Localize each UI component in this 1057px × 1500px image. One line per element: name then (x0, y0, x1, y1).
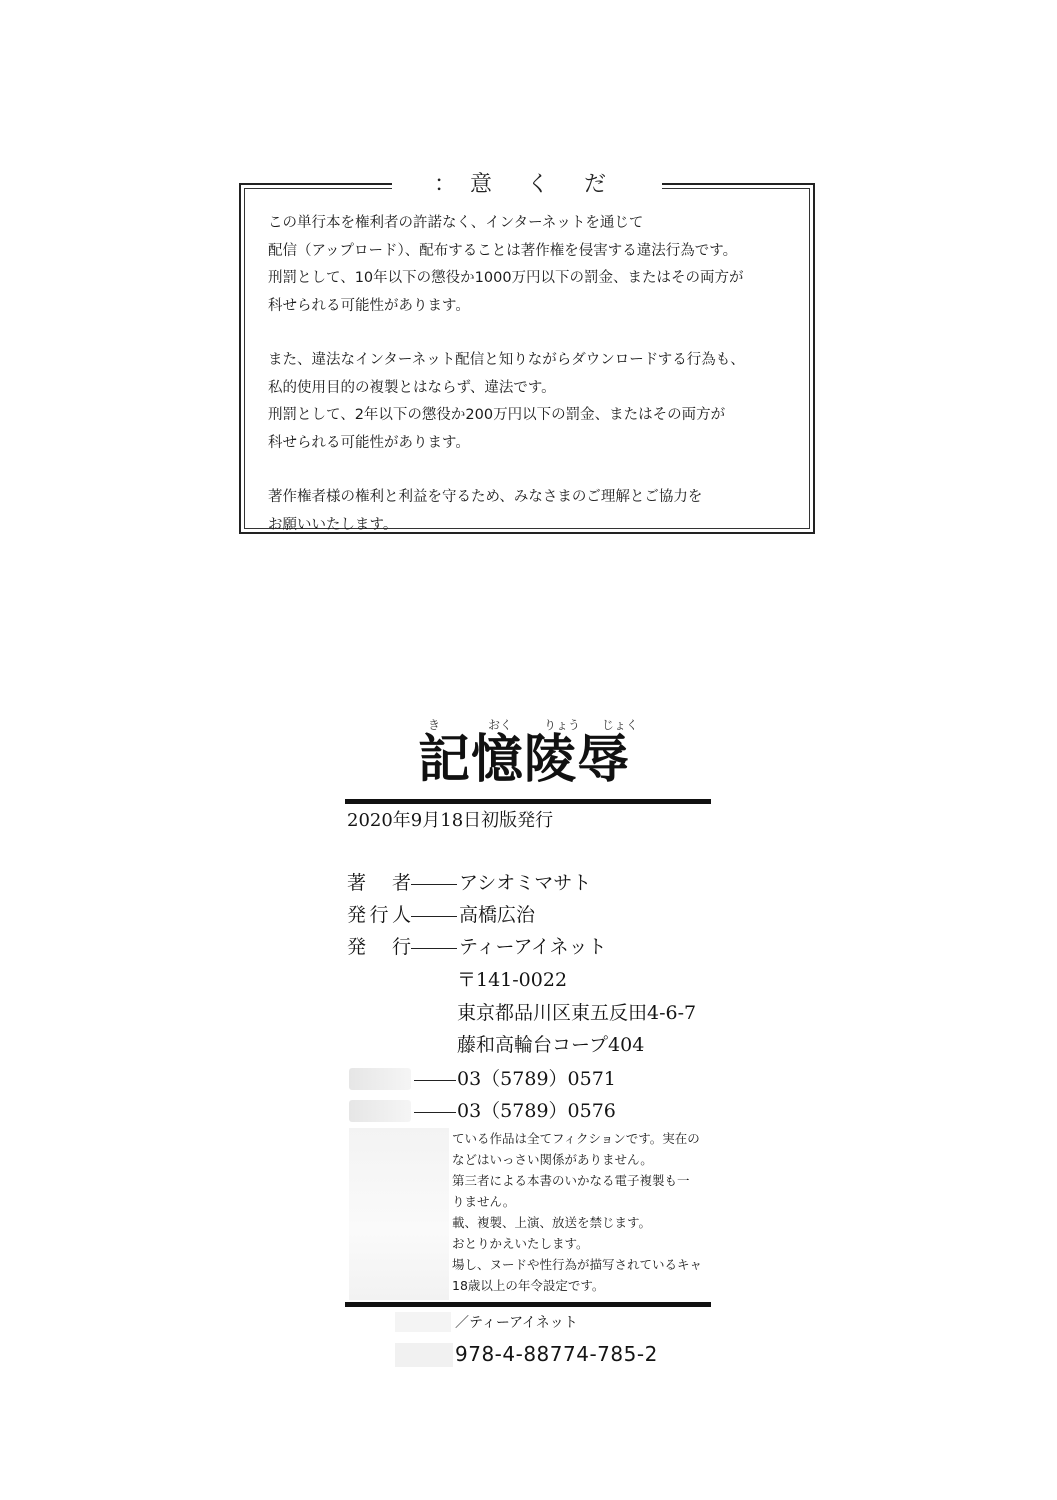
credit-author (347, 869, 591, 897)
obscured-label (349, 1068, 411, 1090)
obscured-block (349, 1128, 449, 1300)
credit-publisher (347, 933, 607, 961)
notice-line: お願いいたします。 (268, 516, 398, 533)
ruby-text: おく (488, 718, 513, 732)
obscured-label (349, 1100, 411, 1122)
credit-value: ティーアイネット (459, 936, 607, 958)
obscured-label (395, 1343, 453, 1367)
notice-body (268, 210, 808, 566)
credit-label: 著 者 (347, 872, 411, 894)
credit-issuer (347, 901, 535, 929)
disclaimer-line: 場し、ヌードや性行為が描写されているキャ (452, 1257, 703, 1272)
phone-number: 03（5789）0571 (457, 1068, 616, 1090)
notice-paragraph-1 (268, 210, 808, 320)
ruby-text: き (428, 718, 441, 732)
disclaimer-line: などはいっさい関係がありません。 (452, 1152, 653, 1167)
disclaimer-line: 載、複製、上演、放送を禁じます。 (452, 1215, 652, 1230)
notice-line: 配信（アップロード）、配布することは著作権を侵害する違法行為です。 (268, 242, 738, 259)
publication-date: 2020年9月18日初版発行 (347, 810, 554, 831)
notice-line: 私的使用目的の複製とはならず、違法です。 (268, 379, 556, 396)
notice-line: 著作権者様の権利と利益を守るため、みなさまのご理解とご協力を (268, 489, 703, 505)
publisher-name: ／ティーアイネット (455, 1315, 578, 1331)
credit-value: アシオミマサト (459, 872, 592, 894)
notice-line: また、違法なインターネット配信と知りながらダウンロードする行為も、 (268, 352, 745, 368)
credit-dash (411, 916, 457, 917)
credit-label: 発行人 (347, 904, 411, 926)
address-line: 東京都品川区東五反田4-6-7 (457, 1002, 697, 1024)
disclaimer-line: 第三者による本書のいかなる電子複製も一 (452, 1173, 690, 1188)
fax-number: 03（5789）0576 (457, 1100, 616, 1122)
disclaimer-line: ている作品は全てフィクションです。実在の (452, 1131, 700, 1146)
notice-line: 科せられる可能性があります。 (268, 297, 470, 314)
notice-line: 科せられる可能性があります。 (268, 434, 470, 451)
notice-line: 刑罰として、2年以下の懲役か200万円以下の罰金、またはその両方が (268, 407, 726, 423)
obscured-label (395, 1312, 451, 1332)
credit-label: 発 行 (347, 936, 411, 958)
disclaimer-line: りません。 (452, 1194, 516, 1209)
notice-paragraph-2 (268, 347, 808, 457)
book-title: 記憶陵辱 (418, 729, 631, 790)
bottom-rule (345, 1302, 711, 1307)
ruby-text: りょう (544, 718, 581, 732)
address-building: 藤和高輪台コープ404 (457, 1034, 645, 1056)
postal-code: 〒141-0022 (457, 969, 568, 991)
disclaimer-text (452, 1128, 714, 1296)
fax-dash (414, 1112, 456, 1113)
credit-dash (411, 884, 457, 885)
credit-value: 高橋広治 (459, 904, 536, 926)
notice-line: この単行本を権利者の許諾なく、インターネットを通じて (268, 215, 644, 231)
disclaimer-line: 18歳以上の年令設定です。 (452, 1278, 605, 1293)
notice-line: 刑罰として、10年以下の懲役か1000万円以下の罰金、またはその両方が (268, 270, 744, 286)
ruby-text: じょく (602, 718, 639, 732)
isbn-number: 978-4-88774-785-2 (455, 1342, 658, 1366)
phone-dash (414, 1080, 456, 1081)
notice-title: ：意 く だ (392, 168, 662, 202)
notice-paragraph-3 (268, 484, 808, 539)
disclaimer-line: おとりかえいたします。 (452, 1236, 589, 1251)
credit-dash (411, 948, 457, 949)
top-rule (345, 799, 711, 804)
